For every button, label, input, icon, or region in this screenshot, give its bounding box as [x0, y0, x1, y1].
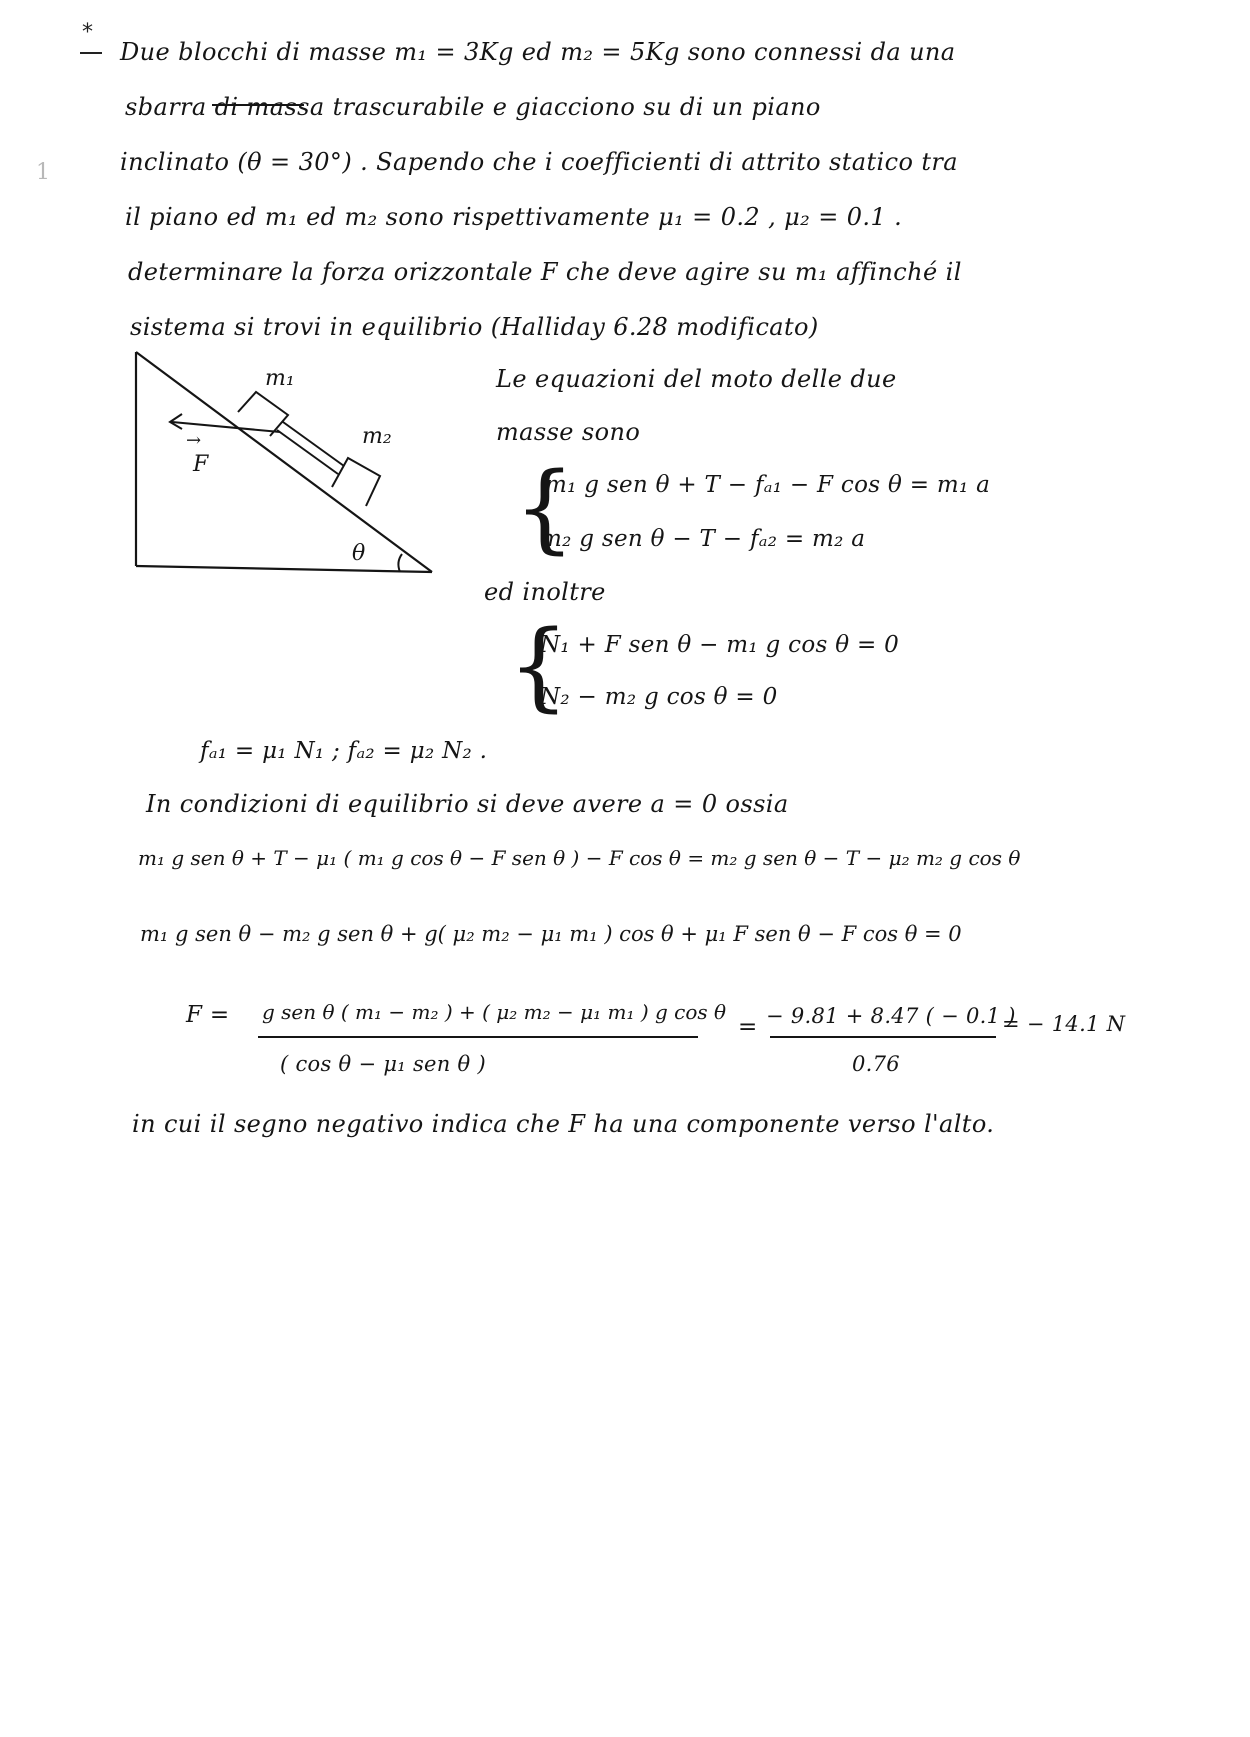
solution-den-value: 0.76 — [852, 1052, 900, 1076]
star-mark: * — [82, 20, 93, 45]
problem-line-2: sbarra di massa trascurabile e giacciono su di un piano — [125, 93, 821, 121]
inoltre-text: ed inoltre — [484, 578, 606, 606]
problem-line-5: determinare la forza orizzontale F che deve agire su m₁ affinché il — [128, 258, 962, 286]
normal-eq-1: N₁ + F sen θ − m₁ g cos θ = 0 — [540, 632, 900, 658]
normal-brace: { — [508, 610, 570, 722]
solution-num-value: − 9.81 + 8.47 ( − 0.1 ) — [766, 1004, 1016, 1028]
motion-eq-1: m₁ g sen θ + T − fₐ₁ − F cos θ = m₁ a — [545, 472, 991, 498]
equilibrium-line: In condizioni di equilibrio si deve avere a = 0 ossia — [146, 790, 789, 818]
block-m2 — [332, 458, 380, 506]
solution-denominator: ( cos θ − μ₁ sen θ ) — [280, 1052, 486, 1076]
star-underline — [80, 52, 102, 54]
problem-line-3: inclinato (θ = 30°) . Sapendo che i coefficienti di attrito statico tra — [120, 148, 958, 176]
label-m2: m₂ — [362, 424, 392, 449]
theta-arc — [398, 554, 402, 572]
solution-result: = − 14.1 N — [1002, 1012, 1126, 1036]
equilibrium-eq-2: m₁ g sen θ − m₂ g sen θ + g( μ₂ m₂ − μ₁ m₁ ) cos θ + μ₁ F sen θ − F cos θ = 0 — [140, 922, 962, 946]
motion-intro-2: masse sono — [496, 418, 641, 446]
solution-fraction-bar — [258, 1036, 698, 1038]
friction-line: fₐ₁ = μ₁ N₁ ; fₐ₂ = μ₂ N₂ . — [200, 738, 488, 764]
rod-connector — [277, 422, 344, 474]
margin-mark: 1 — [36, 160, 50, 185]
solution-eq-sign: = — [738, 1014, 758, 1040]
problem-line-4: il piano ed m₁ ed m₂ sono rispettivamente μ₁ = 0.2 , μ₂ = 0.1 . — [125, 203, 903, 231]
label-F: F — [193, 452, 209, 477]
motion-brace: { — [514, 452, 576, 564]
solution-numerator: g sen θ ( m₁ − m₂ ) + ( μ₂ m₂ − μ₁ m₁ ) g cos θ — [262, 1000, 727, 1024]
label-m1: m₁ — [265, 366, 295, 391]
label-theta: θ — [352, 541, 366, 566]
label-F-arrow: → — [186, 430, 202, 451]
problem-line-1: Due blocchi di masse m₁ = 3Kg ed m₂ = 5Kg sono connessi da una — [120, 38, 956, 66]
solution-value-bar — [770, 1036, 996, 1038]
normal-eq-2: N₂ − m₂ g cos θ = 0 — [540, 684, 778, 710]
problem-line-6: sistema si trovi in equilibrio (Halliday 6.28 modificato) — [130, 313, 819, 341]
motion-intro-1: Le equazioni del moto delle due — [496, 365, 897, 393]
solution-lhs: F = — [186, 1002, 230, 1028]
equilibrium-eq-1: m₁ g sen θ + T − μ₁ ( m₁ g cos θ − F sen θ ) − F cos θ = m₂ g sen θ − T − μ₂ m₂ g cos θ — [138, 846, 1021, 870]
conclusion-line: in cui il segno negativo indica che F ha una componente verso l'alto. — [132, 1110, 995, 1138]
motion-eq-2: m₂ g sen θ − T − fₐ₂ = m₂ a — [540, 526, 866, 552]
strikethrough-scribble — [212, 104, 304, 106]
